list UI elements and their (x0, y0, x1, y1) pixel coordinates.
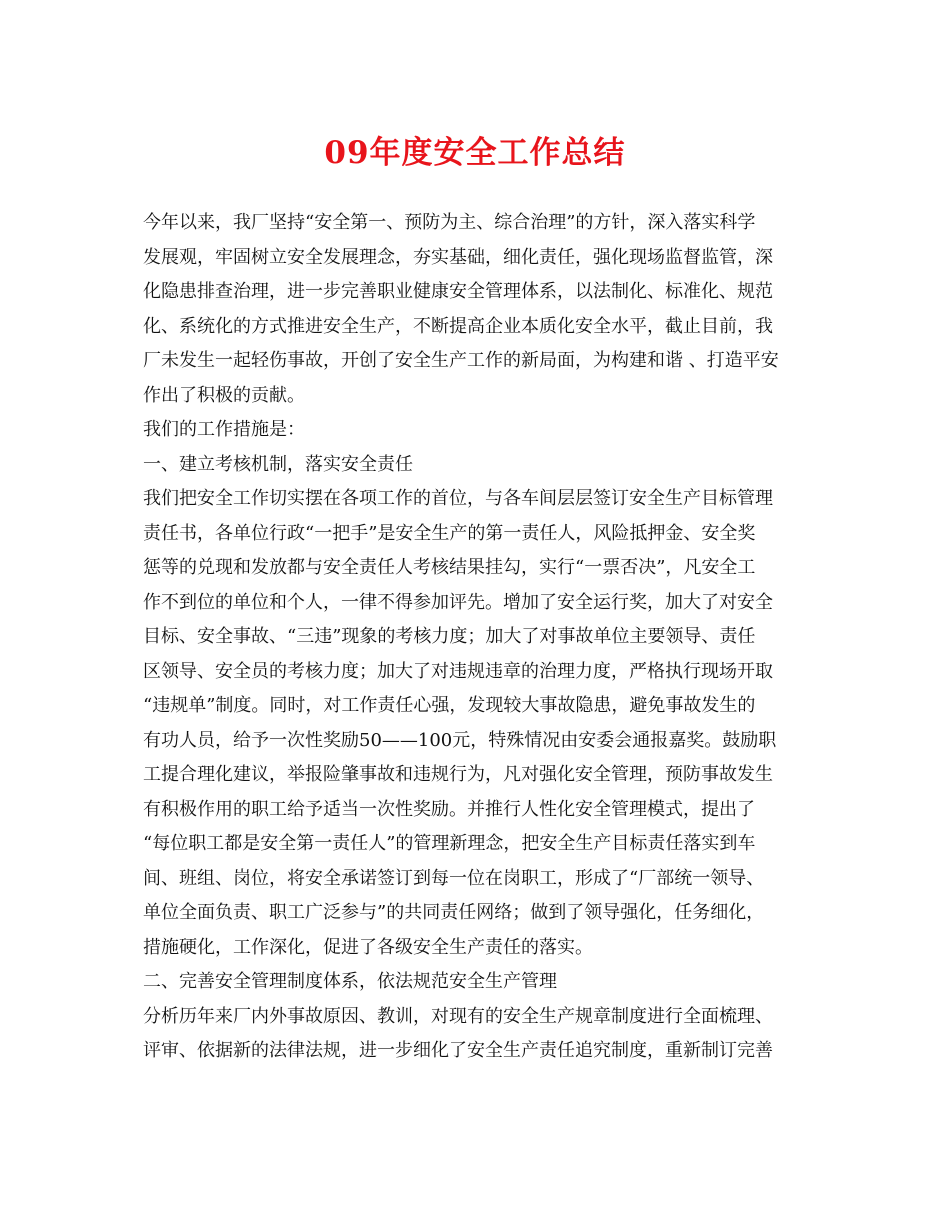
paragraph-line-15: “违规单”制度。同时，对工作责任心强，发现较大事故隐患，避免事故发生的 (143, 695, 756, 716)
paragraph-line-5: 厂未发生一起轻伤事故，开创了安全生产工作的新局面，为构建和谐 、打造平安 (143, 350, 779, 371)
paragraph-line-13: 目标、安全事故、“三违”现象的考核力度；加大了对事故单位主要领导、责任 (143, 626, 756, 647)
section-heading-2: 二、完善安全管理制度体系，依法规范安全生产管理 (143, 971, 557, 992)
document-title: 09年度安全工作总结 (324, 135, 626, 171)
intro-measures-line: 我们的工作措施是： (143, 419, 305, 440)
paragraph-line-11: 惩等的兑现和发放都与安全责任人考核结果挂勾，实行“一票否决”，凡安全工 (143, 557, 756, 578)
paragraph-line-25: 评审、依据新的法律法规，进一步细化了安全生产责任追究制度，重新制订完善 (143, 1040, 773, 1061)
paragraph-line-12: 作不到位的单位和个人，一律不得参加评先。增加了安全运行奖，加大了对安全 (143, 591, 773, 613)
paragraph-line-14: 区领导、安全员的考核力度；加大了对违规违章的治理力度，严格执行现场开取 (143, 660, 773, 682)
paragraph-line-4: 化、系统化的方式推进安全生产，不断提高企业本质化安全水平，截止目前，我 (143, 315, 773, 337)
paragraph-line-10: 责任书，各单位行政“一把手”是安全生产的第一责任人，风险抵押金、安全奖 (143, 522, 756, 544)
paragraph-line-22: 措施硬化，工作深化，促进了各级安全生产责任的落实。 (143, 936, 593, 958)
paragraph-line-9: 我们把安全工作切实摆在各项工作的首位，与各车间层层签订安全生产目标管理 (143, 488, 773, 509)
paragraph-line-16: 有功人员，给予一次性奖励50——100元，特殊情况由安委会通报嘉奖。鼓励职 (143, 729, 777, 751)
paragraph-line-17: 工提合理化建议，举报险肇事故和违规行为，凡对强化安全管理，预防事故发生 (143, 764, 773, 785)
paragraph-line-18: 有积极作用的职工给予适当一次性奖励。并推行人性化安全管理模式，提出了 (143, 798, 755, 820)
paragraph-line-6: 作出了积极的贡献。 (143, 384, 305, 406)
paragraph-line-19: “每位职工都是安全第一责任人”的管理新理念，把安全生产目标责任落实到车 (143, 833, 756, 854)
paragraph-line-21: 单位全面负责、职工广泛参与”的共同责任网络；做到了领导强化，任务细化， (143, 902, 765, 923)
paragraph-line-20: 间、班组、岗位，将安全承诺签订到每一位在岗职工，形成了“厂部统一领导、 (143, 867, 765, 889)
paragraph-line-3: 化隐患排查治理，进一步完善职业健康安全管理体系，以法制化、标准化、规范 (143, 281, 773, 302)
paragraph-line-2: 发展观，牢固树立安全发展理念，夯实基础，细化责任，强化现场监督监管，深 (143, 246, 773, 268)
paragraph-line-1: 今年以来，我厂坚持“安全第一、预防为主、综合治理”的方针，深入落实科学 (143, 212, 756, 233)
document-body (143, 206, 811, 1069)
section-heading-1: 一、建立考核机制，落实安全责任 (143, 453, 413, 475)
paragraph-line-24: 分析历年来厂内外事故原因、教训，对现有的安全生产规章制度进行全面梳理、 (143, 1005, 773, 1027)
